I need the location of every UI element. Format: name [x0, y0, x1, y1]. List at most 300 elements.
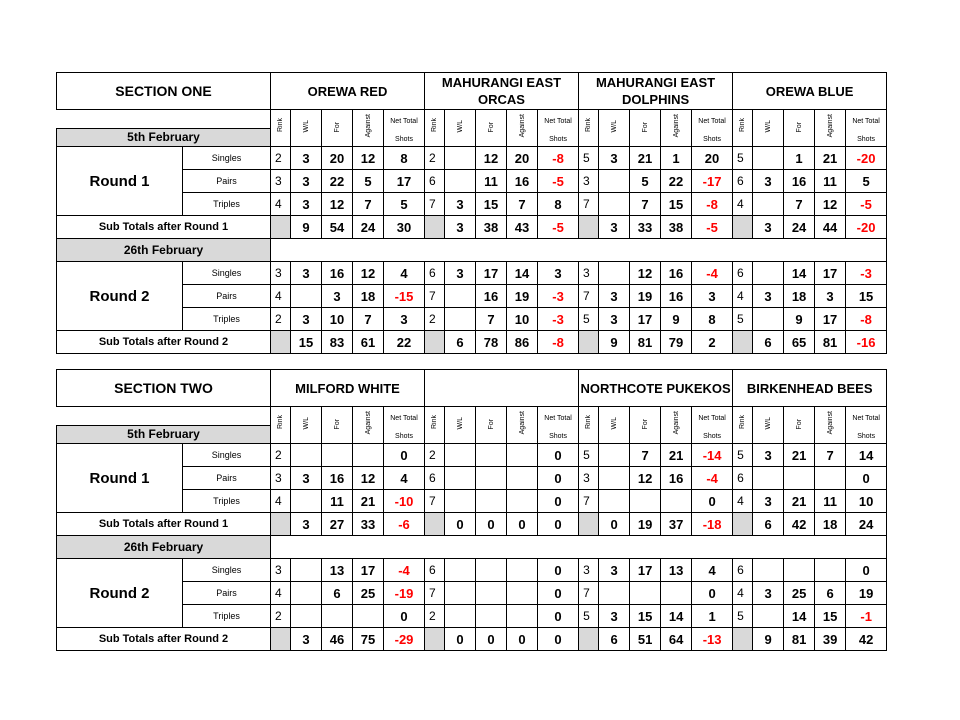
- shots-for: [784, 467, 815, 490]
- win-loss: [599, 444, 630, 467]
- column-header: [599, 110, 630, 147]
- net-shots: -5: [538, 170, 579, 193]
- column-header-label: W/L: [456, 119, 464, 132]
- rink-number: 6: [733, 262, 753, 285]
- shots-for: 25: [784, 582, 815, 605]
- rink-number: 6: [425, 262, 445, 285]
- shots-for: 12: [322, 193, 353, 216]
- subtotal-net: 2: [692, 331, 733, 354]
- rink-number: 6: [733, 559, 753, 582]
- shots-for: 21: [784, 444, 815, 467]
- game-type: Singles: [183, 444, 271, 467]
- column-header: [538, 407, 579, 444]
- win-loss: 3: [753, 490, 784, 513]
- net-shots: 20: [692, 147, 733, 170]
- subtotal-for: 33: [630, 216, 661, 239]
- game-type: Pairs: [183, 582, 271, 605]
- game-type: Triples: [183, 193, 271, 216]
- shots-for: 13: [322, 559, 353, 582]
- column-header-label: For: [487, 121, 495, 132]
- subtotal-against: 75: [353, 628, 384, 651]
- shots-for: 7: [630, 193, 661, 216]
- shots-for: [476, 582, 507, 605]
- subtotal-win-loss: 0: [599, 513, 630, 536]
- column-header-label: Net Total Shots: [698, 415, 726, 440]
- rink-number: 2: [271, 147, 291, 170]
- shots-for: 20: [322, 147, 353, 170]
- column-header: [445, 407, 476, 444]
- column-header: [322, 110, 353, 147]
- shots-for: [476, 605, 507, 628]
- shots-for: 1: [784, 147, 815, 170]
- column-header: [322, 407, 353, 444]
- subtotal-for: 0: [476, 513, 507, 536]
- rink-number: 4: [271, 490, 291, 513]
- subtotal-win-loss: 6: [753, 513, 784, 536]
- net-shots: -4: [692, 467, 733, 490]
- subtotal-spacer: [579, 331, 599, 354]
- subtotal-for: 27: [322, 513, 353, 536]
- win-loss: 3: [291, 147, 322, 170]
- subtotal-net: 22: [384, 331, 425, 354]
- rink-number: 3: [271, 170, 291, 193]
- shots-for: [630, 582, 661, 605]
- column-header: [507, 407, 538, 444]
- shots-for: 19: [630, 285, 661, 308]
- shots-for: [476, 490, 507, 513]
- shots-for: 16: [322, 262, 353, 285]
- column-header: [733, 110, 753, 147]
- rink-number: 7: [579, 490, 599, 513]
- column-header: [353, 110, 384, 147]
- net-shots: -4: [692, 262, 733, 285]
- net-shots: 0: [538, 490, 579, 513]
- shots-for: 5: [630, 170, 661, 193]
- game-type: Singles: [183, 262, 271, 285]
- shots-against: [507, 605, 538, 628]
- rink-number: 4: [733, 582, 753, 605]
- shots-for: 7: [630, 444, 661, 467]
- win-loss: [599, 193, 630, 216]
- shots-against: 11: [815, 170, 846, 193]
- rink-number: 2: [425, 444, 445, 467]
- net-shots: -3: [846, 262, 887, 285]
- subtotal-spacer: [271, 513, 291, 536]
- rink-number: 2: [425, 605, 445, 628]
- team-name: NORTHCOTE PUKEKOS: [579, 370, 733, 407]
- net-shots: 0: [538, 559, 579, 582]
- column-header-label: Against: [826, 410, 834, 435]
- subtotal-spacer: [271, 331, 291, 354]
- shots-against: [507, 582, 538, 605]
- net-shots: 8: [384, 147, 425, 170]
- column-header: [753, 407, 784, 444]
- column-header-label: Against: [672, 410, 680, 435]
- shots-for: 22: [322, 170, 353, 193]
- column-header-label: Rink: [277, 118, 284, 133]
- subtotal-spacer: [733, 331, 753, 354]
- subtotal-label: Sub Totals after Round 2: [57, 331, 271, 354]
- column-header-label: Net Total Shots: [390, 118, 418, 143]
- win-loss: [753, 262, 784, 285]
- shots-against: 12: [353, 147, 384, 170]
- shots-for: 15: [476, 193, 507, 216]
- net-shots: 4: [692, 559, 733, 582]
- shots-for: [784, 559, 815, 582]
- win-loss: [599, 170, 630, 193]
- subtotal-for: 46: [322, 628, 353, 651]
- shots-against: [353, 605, 384, 628]
- section-title: SECTION ONE: [57, 73, 271, 110]
- column-header: [271, 110, 291, 147]
- subtotal-win-loss: 3: [599, 216, 630, 239]
- subtotal-spacer: [425, 513, 445, 536]
- column-header: [599, 407, 630, 444]
- rink-number: 5: [579, 605, 599, 628]
- round-date: 5th February: [57, 128, 271, 147]
- column-header-label: W/L: [610, 416, 618, 429]
- net-shots: 5: [384, 193, 425, 216]
- column-header-label: For: [641, 418, 649, 429]
- shots-against: [353, 444, 384, 467]
- shots-for: 14: [784, 262, 815, 285]
- subtotal-net: -16: [846, 331, 887, 354]
- net-shots: 0: [692, 582, 733, 605]
- shots-for: 17: [476, 262, 507, 285]
- subtotal-against: 43: [507, 216, 538, 239]
- shots-against: [507, 467, 538, 490]
- shots-against: 16: [661, 467, 692, 490]
- subtotal-against: 38: [661, 216, 692, 239]
- rink-number: 5: [579, 444, 599, 467]
- subtotal-net: -20: [846, 216, 887, 239]
- subtotal-for: 51: [630, 628, 661, 651]
- shots-against: 6: [815, 582, 846, 605]
- win-loss: [445, 444, 476, 467]
- win-loss: 3: [291, 262, 322, 285]
- round-label: Round 2: [57, 559, 183, 628]
- section-table: [56, 72, 887, 354]
- rink-number: 2: [271, 308, 291, 331]
- net-shots: 0: [846, 559, 887, 582]
- net-shots: 17: [384, 170, 425, 193]
- subtotal-label: Sub Totals after Round 2: [57, 628, 271, 651]
- win-loss: 3: [753, 582, 784, 605]
- net-shots: -5: [846, 193, 887, 216]
- subtotal-net: -6: [384, 513, 425, 536]
- net-shots: 4: [384, 262, 425, 285]
- win-loss: 3: [753, 444, 784, 467]
- shots-for: 7: [476, 308, 507, 331]
- shots-against: [507, 559, 538, 582]
- column-header-label: Net Total Shots: [852, 118, 880, 143]
- subtotal-against: 81: [815, 331, 846, 354]
- subtotal-net: -5: [538, 216, 579, 239]
- net-shots: -8: [692, 193, 733, 216]
- subtotal-win-loss: 3: [753, 216, 784, 239]
- subtotal-against: 0: [507, 628, 538, 651]
- column-header: [846, 407, 887, 444]
- net-shots: 3: [538, 262, 579, 285]
- column-header: [784, 407, 815, 444]
- subtotal-win-loss: 9: [599, 331, 630, 354]
- rink-number: 4: [733, 193, 753, 216]
- win-loss: 3: [445, 262, 476, 285]
- net-shots: 0: [538, 582, 579, 605]
- subtotal-for: 65: [784, 331, 815, 354]
- rink-number: 2: [425, 147, 445, 170]
- win-loss: 3: [753, 285, 784, 308]
- net-shots: 3: [384, 308, 425, 331]
- column-header-label: For: [795, 121, 803, 132]
- column-header: [661, 407, 692, 444]
- shots-for: 16: [476, 285, 507, 308]
- win-loss: [753, 147, 784, 170]
- win-loss: [291, 490, 322, 513]
- shots-for: 7: [784, 193, 815, 216]
- shots-against: 16: [661, 262, 692, 285]
- subtotal-win-loss: 0: [445, 628, 476, 651]
- round-label: Round 1: [57, 147, 183, 216]
- rink-number: 5: [733, 308, 753, 331]
- rink-number: 4: [733, 490, 753, 513]
- shots-against: 7: [353, 308, 384, 331]
- win-loss: [445, 467, 476, 490]
- net-shots: 1: [692, 605, 733, 628]
- rink-number: 3: [579, 170, 599, 193]
- round-label: Round 1: [57, 444, 183, 513]
- rink-number: 4: [271, 285, 291, 308]
- win-loss: 3: [599, 308, 630, 331]
- shots-against: 10: [507, 308, 538, 331]
- subtotal-against: 86: [507, 331, 538, 354]
- rink-number: 5: [579, 147, 599, 170]
- subtotal-win-loss: 3: [445, 216, 476, 239]
- shots-against: 22: [661, 170, 692, 193]
- subtotal-spacer: [271, 628, 291, 651]
- shots-against: 21: [815, 147, 846, 170]
- rink-number: 6: [425, 559, 445, 582]
- section-table: [56, 369, 887, 651]
- win-loss: [445, 170, 476, 193]
- subtotal-win-loss: 9: [291, 216, 322, 239]
- rink-number: 2: [425, 308, 445, 331]
- team-name: OREWA RED: [271, 73, 425, 110]
- subtotal-against: 44: [815, 216, 846, 239]
- team-name: MAHURANGI EAST DOLPHINS: [579, 73, 733, 110]
- team-name: [425, 370, 579, 407]
- win-loss: [445, 605, 476, 628]
- team-name: MAHURANGI EAST ORCAS: [425, 73, 579, 110]
- shots-against: 16: [661, 285, 692, 308]
- shots-against: 14: [507, 262, 538, 285]
- subtotal-against: 64: [661, 628, 692, 651]
- rink-number: 3: [271, 262, 291, 285]
- shots-against: 17: [353, 559, 384, 582]
- round-date: 26th February: [57, 536, 271, 559]
- shots-for: [630, 490, 661, 513]
- shots-against: 18: [353, 285, 384, 308]
- column-header: [692, 110, 733, 147]
- win-loss: [753, 467, 784, 490]
- section-title: SECTION TWO: [57, 370, 271, 407]
- shots-for: 16: [784, 170, 815, 193]
- shots-for: 21: [630, 147, 661, 170]
- rink-number: 5: [733, 605, 753, 628]
- team-name: BIRKENHEAD BEES: [733, 370, 887, 407]
- shots-against: 20: [507, 147, 538, 170]
- subtotal-spacer: [425, 331, 445, 354]
- shots-against: 3: [815, 285, 846, 308]
- rink-number: 3: [579, 262, 599, 285]
- win-loss: [445, 490, 476, 513]
- column-header-label: Rink: [739, 415, 747, 430]
- column-header-label: Net Total Shots: [544, 415, 572, 440]
- net-shots: 0: [384, 605, 425, 628]
- team-name: OREWA BLUE: [733, 73, 887, 110]
- column-header: [271, 407, 291, 444]
- subtotal-spacer: [579, 513, 599, 536]
- rink-number: 7: [579, 285, 599, 308]
- win-loss: 3: [599, 605, 630, 628]
- rink-number: 4: [271, 193, 291, 216]
- rink-number: 3: [579, 467, 599, 490]
- shots-against: 21: [661, 444, 692, 467]
- subtotal-win-loss: 6: [445, 331, 476, 354]
- column-header-label: W/L: [302, 119, 310, 132]
- subtotal-win-loss: 3: [291, 513, 322, 536]
- shots-against: 16: [507, 170, 538, 193]
- shots-for: 17: [630, 559, 661, 582]
- win-loss: 3: [599, 147, 630, 170]
- subtotal-net: 0: [538, 513, 579, 536]
- subtotal-label: Sub Totals after Round 1: [57, 513, 271, 536]
- column-header-label: Net Total Shots: [390, 415, 418, 440]
- shots-against: 21: [353, 490, 384, 513]
- shots-against: [507, 490, 538, 513]
- shots-for: 11: [322, 490, 353, 513]
- win-loss: 3: [291, 467, 322, 490]
- net-shots: 14: [846, 444, 887, 467]
- win-loss: [753, 308, 784, 331]
- column-header: [630, 110, 661, 147]
- subtotal-win-loss: 0: [445, 513, 476, 536]
- team-name: MILFORD WHITE: [271, 370, 425, 407]
- shots-for: 16: [322, 467, 353, 490]
- subtotal-net: -8: [538, 331, 579, 354]
- column-header-label: W/L: [610, 119, 618, 132]
- rink-number: 7: [425, 490, 445, 513]
- win-loss: [753, 193, 784, 216]
- subtotal-win-loss: 9: [753, 628, 784, 651]
- column-header-label: For: [333, 418, 341, 429]
- shots-for: 15: [630, 605, 661, 628]
- shots-against: 17: [815, 308, 846, 331]
- column-header: [630, 407, 661, 444]
- win-loss: [599, 467, 630, 490]
- net-shots: 4: [384, 467, 425, 490]
- rink-number: 4: [271, 582, 291, 605]
- column-header: [507, 110, 538, 147]
- round-date: 5th February: [57, 425, 271, 444]
- subtotal-win-loss: 6: [599, 628, 630, 651]
- shots-for: 12: [630, 262, 661, 285]
- shots-against: 1: [661, 147, 692, 170]
- column-header-label: Rink: [277, 415, 284, 430]
- shots-against: [507, 444, 538, 467]
- shots-for: [476, 467, 507, 490]
- shots-for: 9: [784, 308, 815, 331]
- win-loss: 3: [291, 193, 322, 216]
- net-shots: 8: [692, 308, 733, 331]
- subtotal-net: -29: [384, 628, 425, 651]
- rink-number: 6: [733, 467, 753, 490]
- column-header-label: W/L: [456, 416, 464, 429]
- subtotal-against: 39: [815, 628, 846, 651]
- game-type: Pairs: [183, 285, 271, 308]
- subtotal-against: 18: [815, 513, 846, 536]
- subtotal-spacer: [425, 628, 445, 651]
- shots-against: 14: [661, 605, 692, 628]
- net-shots: 15: [846, 285, 887, 308]
- shots-against: 7: [353, 193, 384, 216]
- net-shots: 0: [846, 467, 887, 490]
- rink-number: 6: [733, 170, 753, 193]
- rink-number: 5: [733, 444, 753, 467]
- subtotal-for: 24: [784, 216, 815, 239]
- net-shots: -10: [384, 490, 425, 513]
- column-header: [384, 407, 425, 444]
- shots-against: 15: [815, 605, 846, 628]
- column-header: [661, 110, 692, 147]
- column-header: [445, 110, 476, 147]
- net-shots: 0: [538, 467, 579, 490]
- subtotal-label: Sub Totals after Round 1: [57, 216, 271, 239]
- column-header: [425, 110, 445, 147]
- win-loss: 3: [599, 285, 630, 308]
- rink-number: 5: [733, 147, 753, 170]
- net-shots: -14: [692, 444, 733, 467]
- net-shots: 8: [538, 193, 579, 216]
- column-header: [384, 110, 425, 147]
- rink-number: 6: [425, 467, 445, 490]
- shots-against: 9: [661, 308, 692, 331]
- column-header: [353, 407, 384, 444]
- shots-against: [815, 467, 846, 490]
- rink-number: 3: [579, 559, 599, 582]
- shots-for: [322, 444, 353, 467]
- win-loss: 3: [599, 559, 630, 582]
- subtotal-for: 38: [476, 216, 507, 239]
- net-shots: 3: [692, 285, 733, 308]
- subtotal-spacer: [733, 216, 753, 239]
- subtotal-for: 83: [322, 331, 353, 354]
- subtotal-for: 78: [476, 331, 507, 354]
- win-loss: [445, 582, 476, 605]
- column-header-label: For: [795, 418, 803, 429]
- shots-for: 14: [784, 605, 815, 628]
- column-header-label: Rink: [739, 118, 747, 133]
- subtotal-for: 81: [630, 331, 661, 354]
- win-loss: [445, 285, 476, 308]
- shots-against: 17: [815, 262, 846, 285]
- game-type: Singles: [183, 559, 271, 582]
- column-header: [733, 407, 753, 444]
- rink-number: 2: [271, 444, 291, 467]
- win-loss: 3: [291, 308, 322, 331]
- shots-against: 5: [353, 170, 384, 193]
- win-loss: [445, 559, 476, 582]
